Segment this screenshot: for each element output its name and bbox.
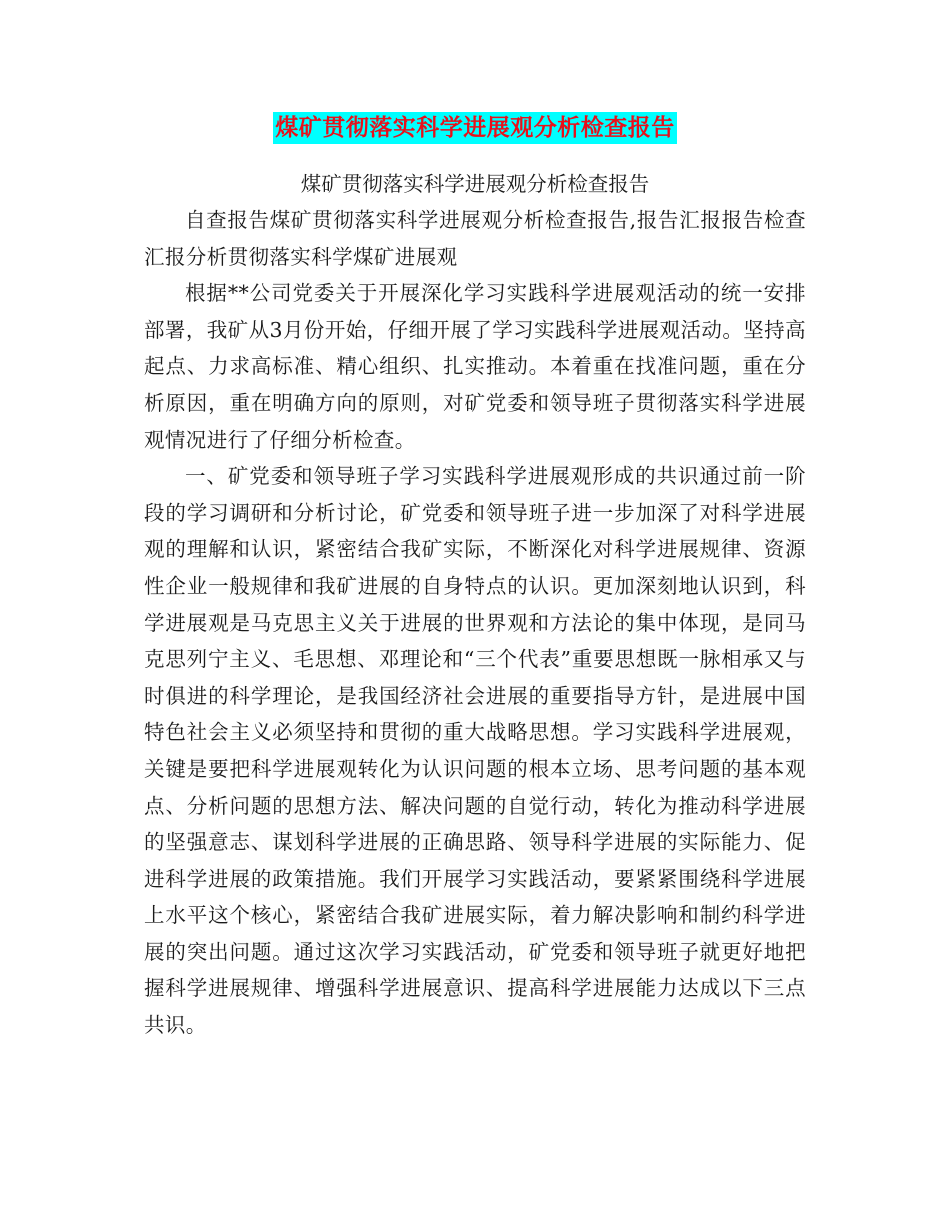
document-body <box>144 166 806 1044</box>
paragraph-2: 根据**公司党委关于开展深化学习实践科学进展观活动的统一安排部署，我矿从3月份开始，仔细开展了学习实践科学进展观活动。坚持高起点、力求高标准、精心组织、扎实推动。本着重在找准问题，重在分析原因，重在明确方向的原则，对矿党委和领导班子贯彻落实科学进展观情况进行了仔细分析检查。 <box>144 281 806 452</box>
document-subtitle: 煤矿贯彻落实科学进展观分析检查报告 <box>300 172 650 196</box>
paragraph-3: 一、矿党委和领导班子学习实践科学进展观形成的共识通过前一阶段的学习调研和分析讨论，矿党委和领导班子进一步加深了对科学进展观的理解和认识，紧密结合我矿实际，不断深化对科学进展规律、资源性企业一般规律和我矿进展的自身特点的认识。更加深刻地认识到，科学进展观是马克思主义关于进展的世界观和方法论的集中体现，是同马克思列宁主义、毛思想、邓理论和“三个代表”重要思想既一脉相承又与时俱进的科学理论，是我国经济社会进展的重要指导方针，是进展中国特色社会主义必须坚持和贯彻的重大战略思想。学习实践科学进展观，关键是要把科学进展观转化为认识问题的根本立场、思考问题的基本观点、分析问题的思想方法、解决问题的自觉行动，转化为推动科学进展的坚强意志、谋划科学进展的正确思路、领导科学进展的实际能力、促进科学进展的政策措施。我们开展学习实践活动，要紧紧围绕科学进展上水平这个核心，紧密结合我矿进展实际，着力解决影响和制约科学进展的突出问题。通过这次学习实践活动，矿党委和领导班子就更好地把握科学进展规律、增强科学进展意识、提高科学进展能力达成以下三点共识。 <box>144 464 806 1038</box>
paragraph-1: 自查报告煤矿贯彻落实科学进展观分析检查报告,报告汇报报告检查汇报分析贯彻落实科学煤矿进展观 <box>144 208 806 269</box>
document-title: 煤矿贯彻落实科学进展观分析检查报告 <box>273 112 677 144</box>
title-wrap <box>0 112 950 144</box>
